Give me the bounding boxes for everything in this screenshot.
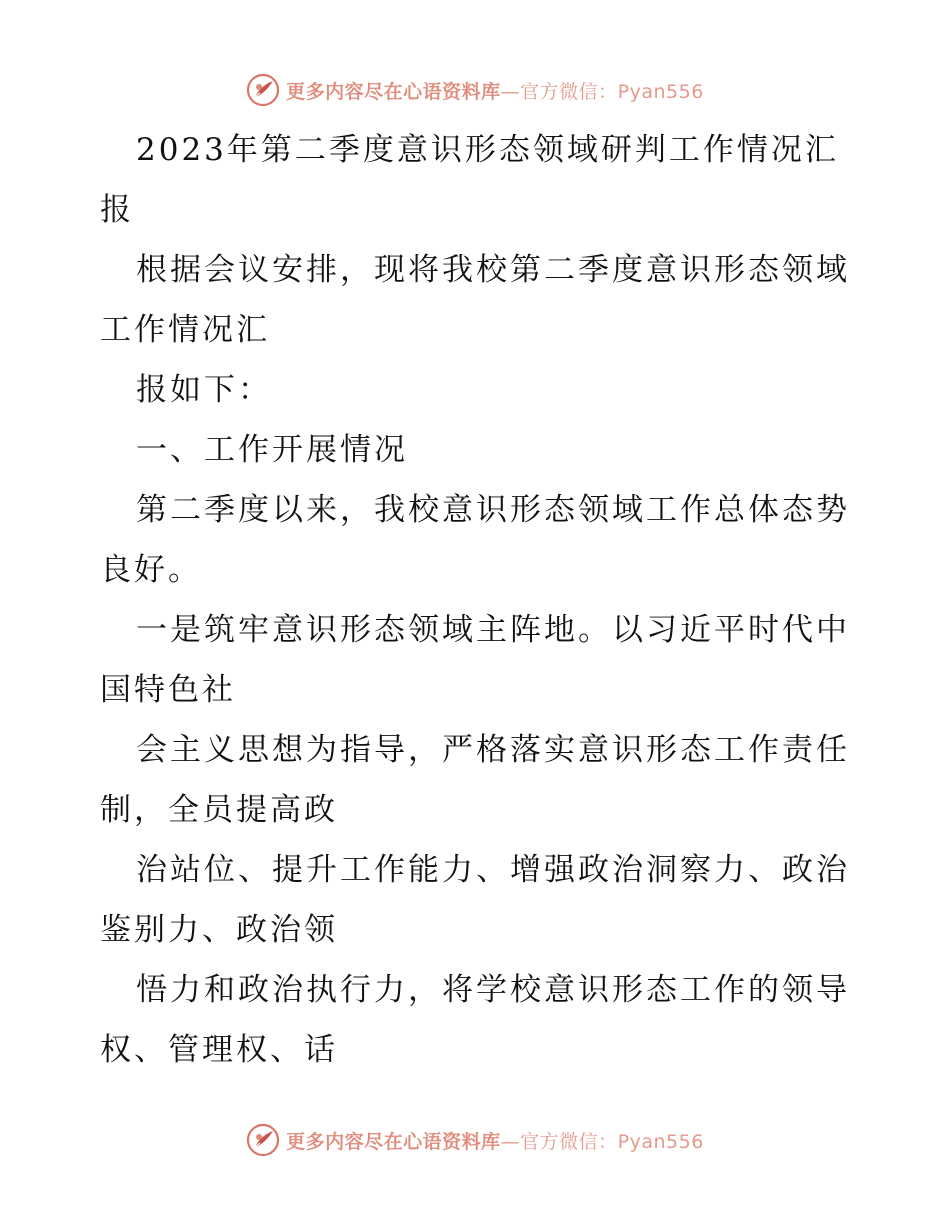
paragraph: 治站位、提升工作能力、增强政治洞察力、政治 鉴别力、政治领: [100, 852, 850, 948]
quill-logo-icon: [246, 73, 280, 107]
watermark-text: [286, 1127, 704, 1154]
paragraph: 根据会议安排，现将我校第二季度意识形态领域 工作情况汇: [100, 252, 850, 348]
footer-watermark: [0, 1120, 950, 1160]
paragraph: 一是筑牢意识形态领域主阵地。以习近平时代中 国特色社: [100, 612, 850, 708]
paragraph: 会主义思想为指导，严格落实意识形态工作责任 制，全员提高政: [100, 732, 850, 828]
quill-logo-icon: [246, 1123, 280, 1157]
header-watermark: [0, 70, 950, 110]
paragraph: 悟力和政治执行力，将学校意识形态工作的领导 权、管理权、话: [100, 972, 850, 1068]
paragraph: 报如下：: [136, 372, 272, 408]
watermark-text: [286, 77, 704, 104]
document-body: [100, 120, 860, 1080]
document-title: 2023年第二季度意识形态领域研判工作情况汇 报: [100, 132, 839, 228]
watermark-suffix: —官方微信：Pyan556: [500, 80, 704, 103]
section-heading: 一、工作开展情况: [136, 432, 408, 468]
watermark-brand: 更多内容尽在心语资料库: [286, 80, 501, 103]
watermark-brand: 更多内容尽在心语资料库: [286, 1130, 501, 1153]
paragraph: 第二季度以来，我校意识形态领域工作总体态势 良好。: [100, 492, 850, 588]
watermark-suffix: —官方微信：Pyan556: [500, 1130, 704, 1153]
